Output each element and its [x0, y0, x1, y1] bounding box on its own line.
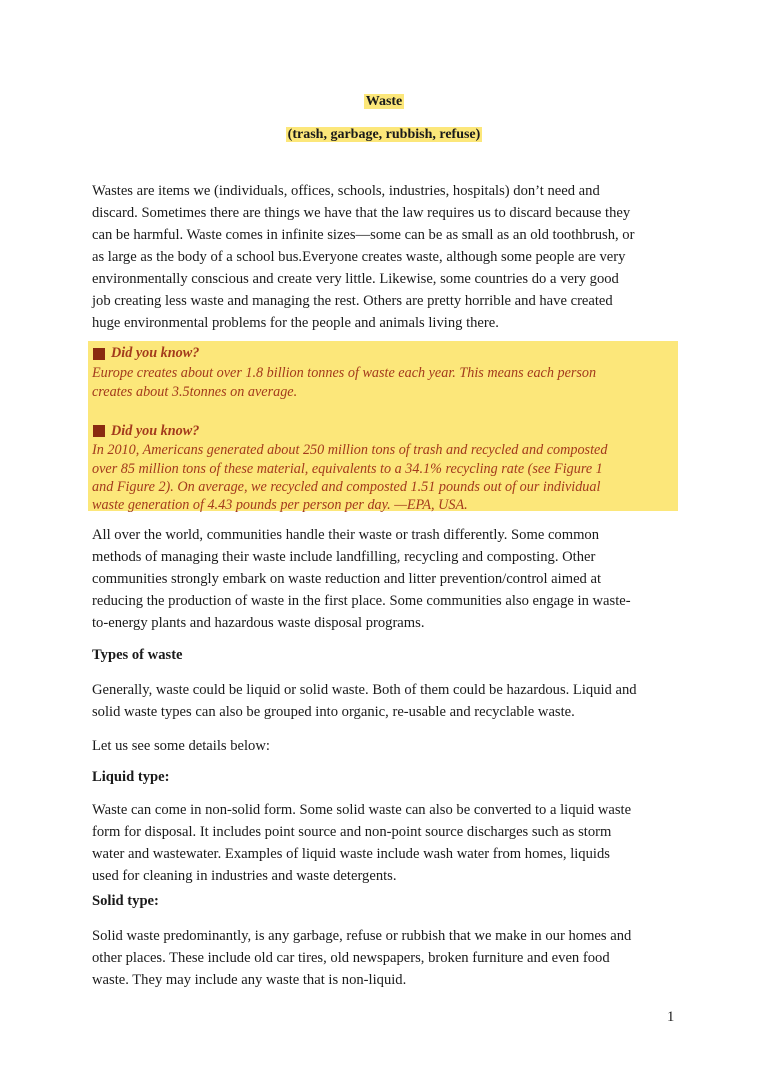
callout-line: and Figure 2). On average, we recycled and composted 1.51 pounds out of our individual — [92, 479, 601, 495]
text-line: form for disposal. It includes point source and non-point source discharges such as storm — [92, 824, 612, 840]
callout-line: In 2010, Americans generated about 250 million tons of trash and recycled and composted — [92, 442, 608, 458]
types-paragraph — [92, 679, 680, 723]
text-line: waste. They may include any waste that is non-liquid. — [92, 972, 407, 988]
text-line: discard. Sometimes there are things we have that the law requires us to discard because they — [92, 205, 631, 221]
section-heading: Types of waste — [92, 647, 183, 663]
solid-paragraph — [92, 925, 680, 991]
details-paragraph — [92, 735, 680, 757]
callout-line: Europe creates about over 1.8 billion tonnes of waste each year. This means each person — [92, 365, 597, 381]
text-line: job creating less waste and managing the rest. Others are pretty horrible and have created — [92, 293, 613, 309]
text-line: communities strongly embark on waste reduction and litter prevention/control aimed at — [92, 571, 602, 587]
did-you-know-box — [88, 341, 678, 511]
callout-title: Did you know? — [111, 423, 200, 439]
liquid-paragraph — [92, 799, 680, 887]
text-line: huge environmental problems for the people and animals living there. — [92, 315, 499, 331]
page-title: Waste — [365, 94, 403, 109]
callout-line: waste generation of 4.43 pounds per person per day. —EPA, USA. — [92, 497, 468, 513]
section-heading: Liquid type: — [92, 769, 170, 785]
text-line: used for cleaning in industries and waste detergents. — [92, 868, 397, 884]
text-line: Wastes are items we (individuals, offices, schools, industries, hospitals) don’t need and — [92, 183, 600, 199]
text-line: water and wastewater. Examples of liquid waste include wash water from homes, liquids — [92, 846, 610, 862]
text-line: other places. These include old car tires, old newspapers, broken furniture and even food — [92, 950, 610, 966]
intro-paragraph — [92, 180, 680, 334]
text-line: as large as the body of a school bus.Everyone creates waste, although some people are very — [92, 249, 626, 265]
square-bullet-icon — [93, 348, 105, 360]
text-line: All over the world, communities handle their waste or trash differently. Some common — [92, 527, 600, 543]
square-bullet-icon — [93, 425, 105, 437]
text-line: Let us see some details below: — [92, 738, 270, 754]
text-line: Generally, waste could be liquid or solid waste. Both of them could be hazardous. Liquid and — [92, 682, 637, 698]
text-line: Waste can come in non-solid form. Some solid waste can also be converted to a liquid waste — [92, 802, 632, 818]
callout-line: creates about 3.5tonnes on average. — [92, 384, 298, 400]
callout-line: over 85 million tons of these material, equivalents to a 34.1% recycling rate (see Figure 1 — [92, 461, 603, 477]
text-line: Solid waste predominantly, is any garbage, refuse or rubbish that we make in our homes and — [92, 928, 632, 944]
page-number: 1 — [667, 1009, 675, 1025]
world-paragraph — [92, 524, 680, 634]
text-line: can be harmful. Waste comes in infinite sizes—some can be as small as an old toothbrush, or — [92, 227, 635, 243]
section-heading: Solid type: — [92, 893, 159, 909]
text-line: to-energy plants and hazardous waste disposal programs. — [92, 615, 425, 631]
page-subtitle: (trash, garbage, rubbish, refuse) — [287, 127, 481, 142]
text-line: solid waste types can also be grouped into organic, re-usable and recyclable waste. — [92, 704, 575, 720]
text-line: environmentally conscious and create very little. Likewise, some countries do a very good — [92, 271, 619, 287]
text-line: reducing the production of waste in the first place. Some communities also engage in waste- — [92, 593, 631, 609]
callout-title: Did you know? — [111, 345, 200, 361]
text-line: methods of managing their waste include landfilling, recycling and composting. Other — [92, 549, 596, 565]
